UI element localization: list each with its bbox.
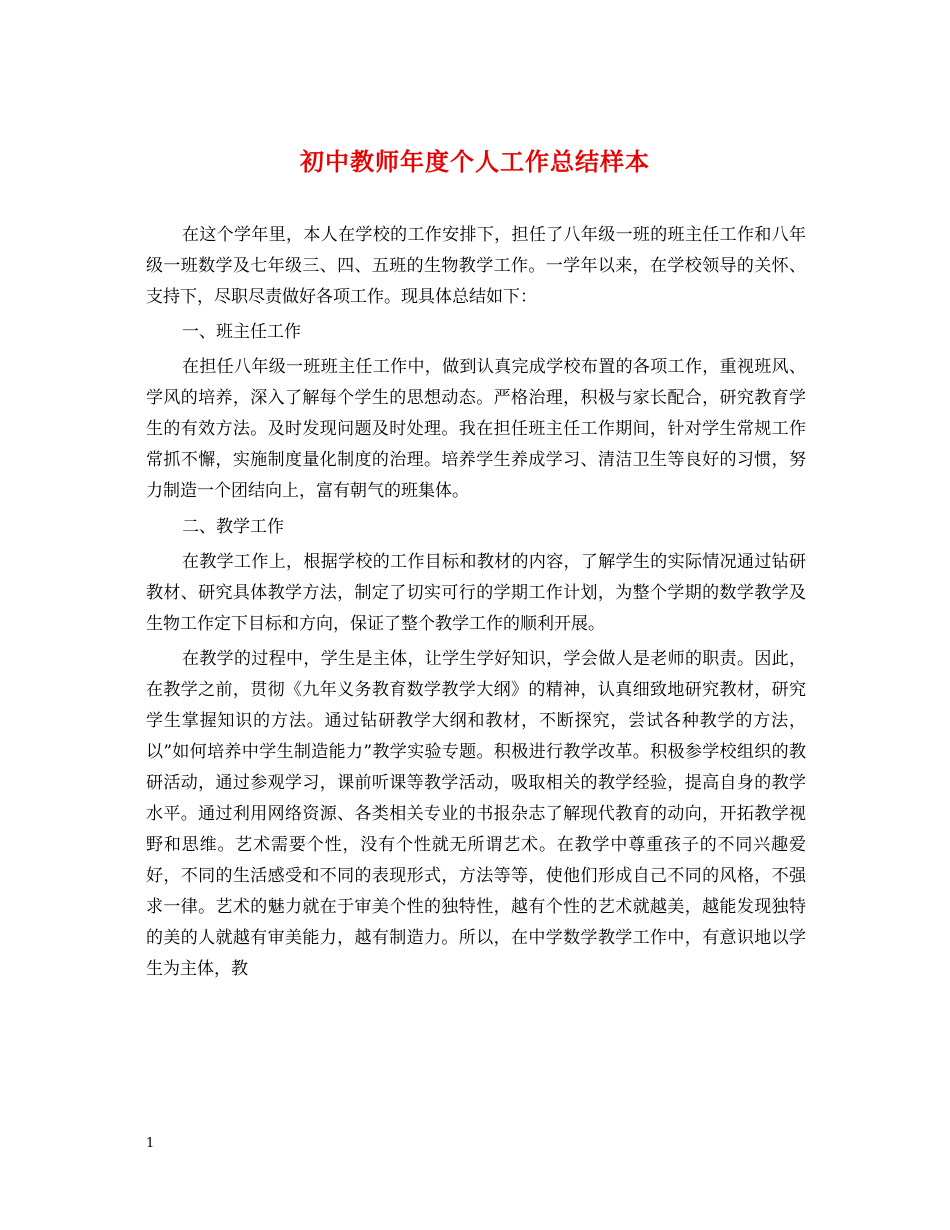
paragraph-teaching-plan: 在教学工作上，根据学校的工作目标和教材的内容，了解学生的实际情况通过钻研教材、研究具体教学方法，制定了切实可行的学期工作计划，为整个学期的数学教学及生物工作定下目标和方向，保证了整个教学工作的顺利开展。 <box>146 551 806 634</box>
paragraph-class-teacher: 在担任八年级一班班主任工作中，做到认真完成学校布置的各项工作，重视班风、学风的培养，深入了解每个学生的思想动态。严格治理，积极与家长配合，研究教育学生的有效方法。及时发现问题及时处理。我在担任班主任工作期间，针对学生常规工作常抓不懈，实施制度量化制度的治理。培养学生养成学习、清洁卫生等良好的习惯，努力制造一个团结向上，富有朝气的班集体。 <box>146 357 806 502</box>
page-number: 1 <box>146 1136 155 1151</box>
paragraph-teaching-process: 在教学的过程中，学生是主体，让学生学好知识，学会做人是老师的职责。因此，在教学之前，贯彻《九年义务教育数学教学大纲》的精神，认真细致地研究教材，研究学生掌握知识的方法。通过钻研教学大纲和教材，不断探究，尝试各种教学的方法，以”如何培养中学生制造能力”教学实验专题。积极进行教学改革。积极参学校组织的教研活动，通过参观学习，课前听课等教学活动，吸取相关的教学经验，提高自身的教学水平。通过利用网络资源、各类相关专业的书报杂志了解现代教育的动向，开拓教学视野和思维。艺术需要个性，没有个性就无所谓艺术。在教学中尊重孩子的不同兴趣爱好，不同的生活感受和不同的表现形式，方法等等，使他们形成自己不同的风格，不强求一律。艺术的魅力就在于审美个性的独特性，越有个性的艺术就越美，越能发现独特的美的人就越有审美能力，越有制造力。所以，在中学数学教学工作中，有意识地以学生为主体，教 <box>146 648 806 979</box>
document-title: 初中教师年度个人工作总结样本 <box>300 147 650 176</box>
paragraph-intro: 在这个学年里，本人在学校的工作安排下，担任了八年级一班的班主任工作和八年级一班数学及七年级三、四、五班的生物教学工作。一学年以来，在学校领导的关怀、支持下，尽职尽责做好各项工作。现具体总结如下： <box>146 225 806 307</box>
section-heading-teaching: 二、教学工作 <box>182 516 284 537</box>
section-heading-class-teacher: 一、班主任工作 <box>182 322 301 343</box>
document-body <box>146 220 806 989</box>
